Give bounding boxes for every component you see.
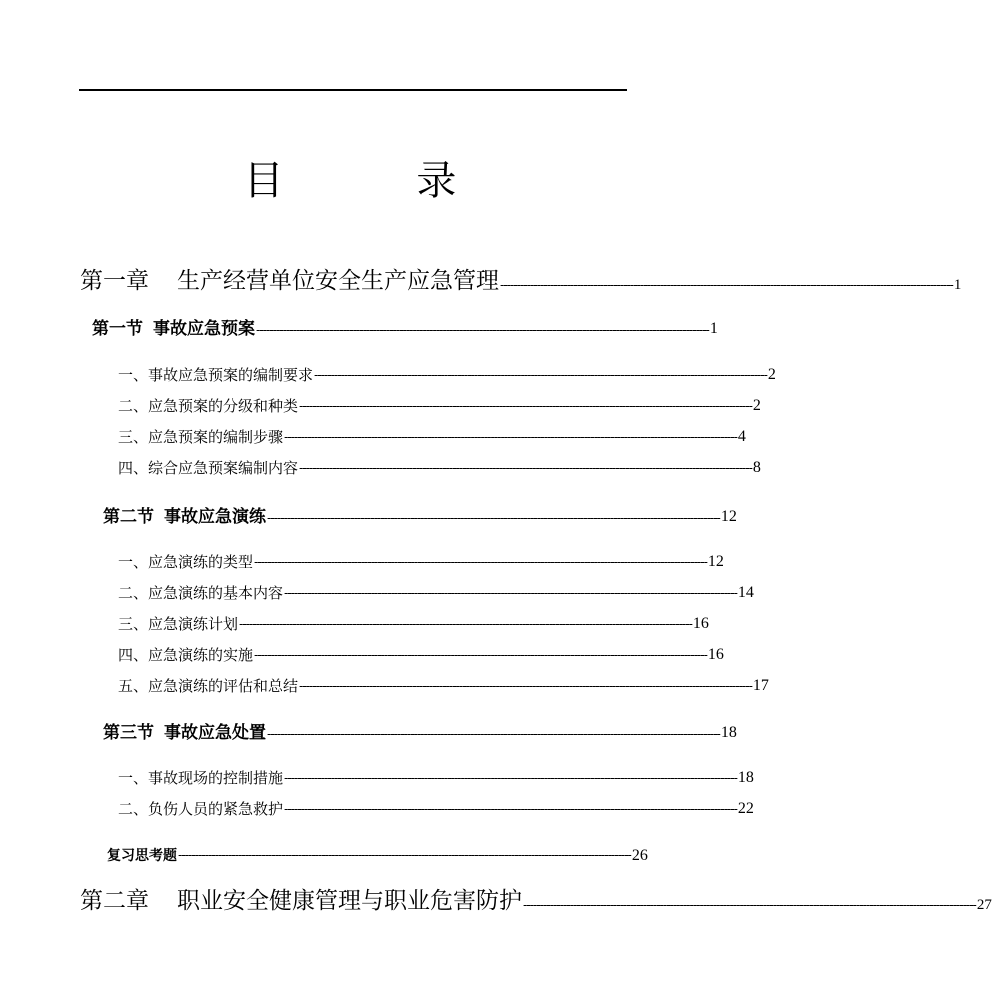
toc-page-number: 17 (752, 677, 769, 694)
toc-entry-label: 四、综合应急预案编制内容 (118, 459, 299, 477)
dot-leader: ---------------------------------------------------------------------------------------------------------------------------------------- (284, 802, 737, 816)
dot-leader: ---------------------------------------------------------------------------------------------------------------------------------------- (267, 511, 720, 525)
toc-page-number: 14 (737, 584, 754, 601)
toc-item[interactable] (118, 551, 724, 573)
toc-item[interactable] (118, 426, 746, 448)
dot-leader: ---------------------------------------------------------------------------------------------------------------------------------------- (284, 771, 737, 785)
dot-leader: ---------------------------------------------------------------------------------------------------------------------------------------- (178, 848, 631, 862)
header-rule (79, 89, 627, 91)
toc-entry-label: 第一章 生产经营单位安全生产应急管理 (80, 268, 499, 294)
toc-item[interactable] (118, 364, 776, 386)
toc-page-number: 12 (707, 553, 724, 570)
toc-entry-label: 第三节 事故应急处置 (103, 723, 266, 743)
toc-section-1[interactable] (92, 317, 718, 341)
dot-leader: ---------------------------------------------------------------------------------------------------------------------------------------- (500, 278, 953, 292)
dot-leader: ---------------------------------------------------------------------------------------------------------------------------------------- (314, 368, 767, 382)
toc-page-number: 16 (707, 646, 724, 663)
toc-entry-label: 一、事故应急预案的编制要求 (118, 366, 314, 384)
toc-item[interactable] (118, 675, 769, 697)
toc-page-number: 1 (709, 320, 718, 337)
toc-item[interactable] (118, 395, 761, 417)
toc-item[interactable] (118, 582, 754, 604)
toc-item[interactable] (118, 767, 754, 789)
toc-page-number: 12 (720, 508, 737, 525)
toc-entry-label: 三、应急演练计划 (118, 615, 239, 633)
toc-chapter-1[interactable] (80, 266, 962, 296)
toc-entry-label: 第一节 事故应急预案 (92, 319, 255, 339)
toc-page-number: 16 (692, 615, 709, 632)
toc-entry-label: 二、应急演练的基本内容 (118, 584, 284, 602)
page-title: 目 录 (243, 158, 517, 204)
toc-entry-label: 第二章 职业安全健康管理与职业危害防护 (80, 888, 522, 914)
dot-leader: ---------------------------------------------------------------------------------------------------------------------------------------- (523, 898, 976, 912)
dot-leader: ---------------------------------------------------------------------------------------------------------------------------------------- (299, 461, 752, 475)
toc-item[interactable] (118, 798, 754, 820)
toc-page-number: 4 (737, 428, 746, 445)
dot-leader: ---------------------------------------------------------------------------------------------------------------------------------------- (299, 399, 752, 413)
dot-leader: ---------------------------------------------------------------------------------------------------------------------------------------- (256, 323, 709, 337)
toc-review-questions[interactable] (107, 846, 648, 866)
toc-page-number: 27 (976, 897, 992, 913)
dot-leader: ---------------------------------------------------------------------------------------------------------------------------------------- (239, 617, 692, 631)
toc-entry-label: 三、应急预案的编制步骤 (118, 428, 284, 446)
toc-entry-label: 一、应急演练的类型 (118, 553, 254, 571)
dot-leader: ---------------------------------------------------------------------------------------------------------------------------------------- (254, 555, 707, 569)
toc-page-number: 1 (953, 277, 962, 293)
toc-page-number: 22 (737, 800, 754, 817)
toc-entry-label: 二、负伤人员的紧急救护 (118, 800, 284, 818)
dot-leader: ---------------------------------------------------------------------------------------------------------------------------------------- (299, 679, 752, 693)
toc-entry-label: 复习思考题 (107, 848, 177, 864)
dot-leader: ---------------------------------------------------------------------------------------------------------------------------------------- (254, 648, 707, 662)
toc-entry-label: 第二节 事故应急演练 (103, 507, 266, 527)
toc-entry-label: 二、应急预案的分级和种类 (118, 397, 299, 415)
toc-page-number: 2 (767, 366, 776, 383)
toc-entry-label: 四、应急演练的实施 (118, 646, 254, 664)
toc-item[interactable] (118, 644, 724, 666)
toc-entry-label: 五、应急演练的评估和总结 (118, 677, 299, 695)
dot-leader: ---------------------------------------------------------------------------------------------------------------------------------------- (284, 430, 737, 444)
toc-page-number: 18 (737, 769, 754, 786)
toc-item[interactable] (118, 613, 709, 635)
toc-entry-label: 一、事故现场的控制措施 (118, 769, 284, 787)
toc-chapter-2[interactable] (80, 886, 992, 916)
toc-page-number: 8 (752, 459, 761, 476)
dot-leader: ---------------------------------------------------------------------------------------------------------------------------------------- (267, 727, 720, 741)
toc-page-number: 2 (752, 397, 761, 414)
toc-page-number: 26 (631, 847, 648, 864)
toc-page-number: 18 (720, 724, 737, 741)
dot-leader: ---------------------------------------------------------------------------------------------------------------------------------------- (284, 586, 737, 600)
toc-section-3[interactable] (103, 721, 737, 745)
toc-item[interactable] (118, 457, 761, 479)
toc-section-2[interactable] (103, 505, 737, 529)
